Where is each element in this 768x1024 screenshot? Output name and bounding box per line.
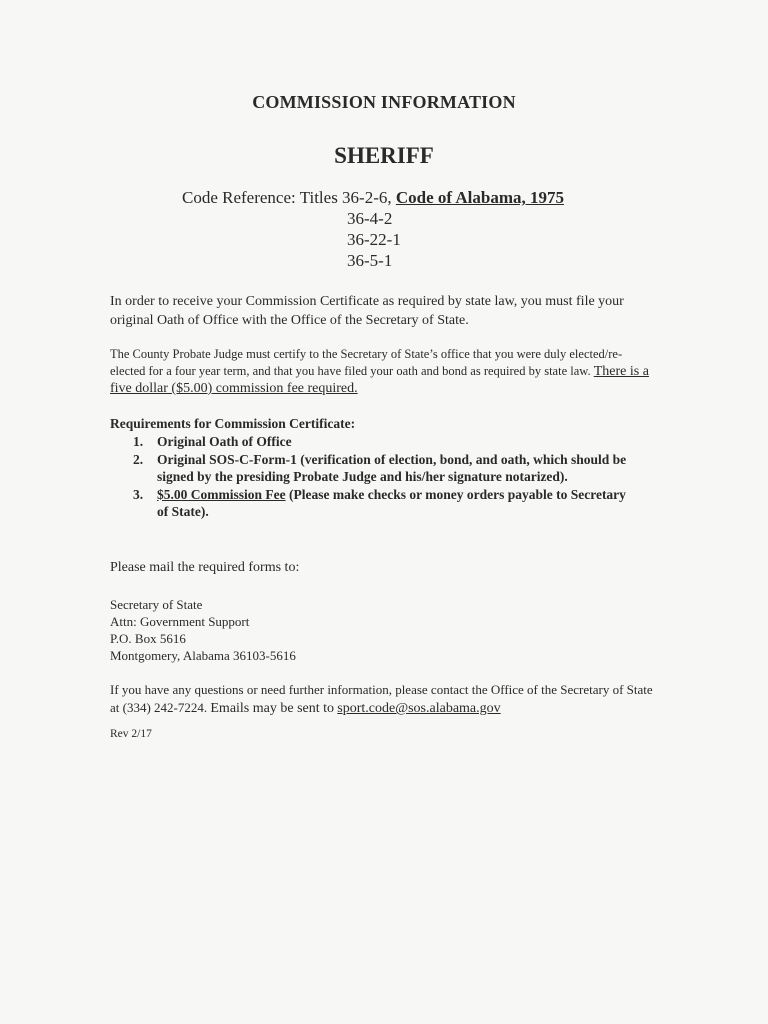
requirement-text: Original Oath of Office <box>157 434 292 449</box>
document-subtitle: SHERIFF <box>334 143 434 168</box>
certification-text: The County Probate Judge must certify to the Secretary of State’s office that you were duly elected/re-elected for a four year term, and that you have filed your oath and bond as required by state law. <box>110 347 623 378</box>
mailing-address <box>110 596 296 664</box>
requirement-item <box>133 486 633 521</box>
address-line: Montgomery, Alabama 36103-5616 <box>110 648 296 663</box>
code-title: 36-5-1 <box>347 251 393 270</box>
code-title-list <box>347 208 401 271</box>
requirement-number: 3. <box>133 486 144 502</box>
contact-paragraph <box>110 681 655 718</box>
fee-note: There is a five dollar ($5.00) commission fee required. <box>110 364 649 396</box>
requirement-item <box>133 433 633 451</box>
code-title: 36-4-2 <box>347 209 393 228</box>
code-reference-label: Code Reference: Titles 36-2-6, <box>182 188 392 207</box>
address-line: Attn: Government Support <box>110 614 250 629</box>
requirement-number: 1. <box>133 434 144 449</box>
requirement-item <box>133 451 633 486</box>
intro-paragraph: In order to receive your Commission Certificate as required by state law, you must file your original Oath of Office with the Office of the Secretary of State. <box>110 294 624 328</box>
requirements-list <box>133 433 633 521</box>
email-link[interactable]: sport.code@sos.alabama.gov <box>337 701 501 716</box>
address-line: P.O. Box 5616 <box>110 631 186 646</box>
requirement-text: (Please make checks or money orders payable to Secretary of State). <box>157 486 626 519</box>
code-title: 36-22-1 <box>347 230 401 249</box>
requirement-fee: $5.00 Commission Fee <box>157 486 286 502</box>
revision-note: Rev 2/17 <box>110 728 152 740</box>
emails-text: Emails may be sent to <box>210 701 335 716</box>
requirement-number: 2. <box>133 451 144 467</box>
code-name: Code of Alabama, 1975 <box>395 188 565 207</box>
contact-text: If you have any questions or need further information, please contact the Office of the Secretary of State at (334) 242-7224. <box>110 682 653 715</box>
mail-intro: Please mail the required forms to: <box>110 560 300 575</box>
document-title: COMMISSION INFORMATION <box>252 92 516 112</box>
certification-paragraph <box>110 346 655 397</box>
requirement-text: Original SOS-C-Form-1 (verification of election, bond, and oath, which should be signed by the presiding Probate Judge and his/her signature notarized). <box>157 451 627 484</box>
address-line: Secretary of State <box>110 597 203 612</box>
code-reference <box>182 187 564 208</box>
requirements-heading: Requirements for Commission Certificate: <box>110 416 356 431</box>
